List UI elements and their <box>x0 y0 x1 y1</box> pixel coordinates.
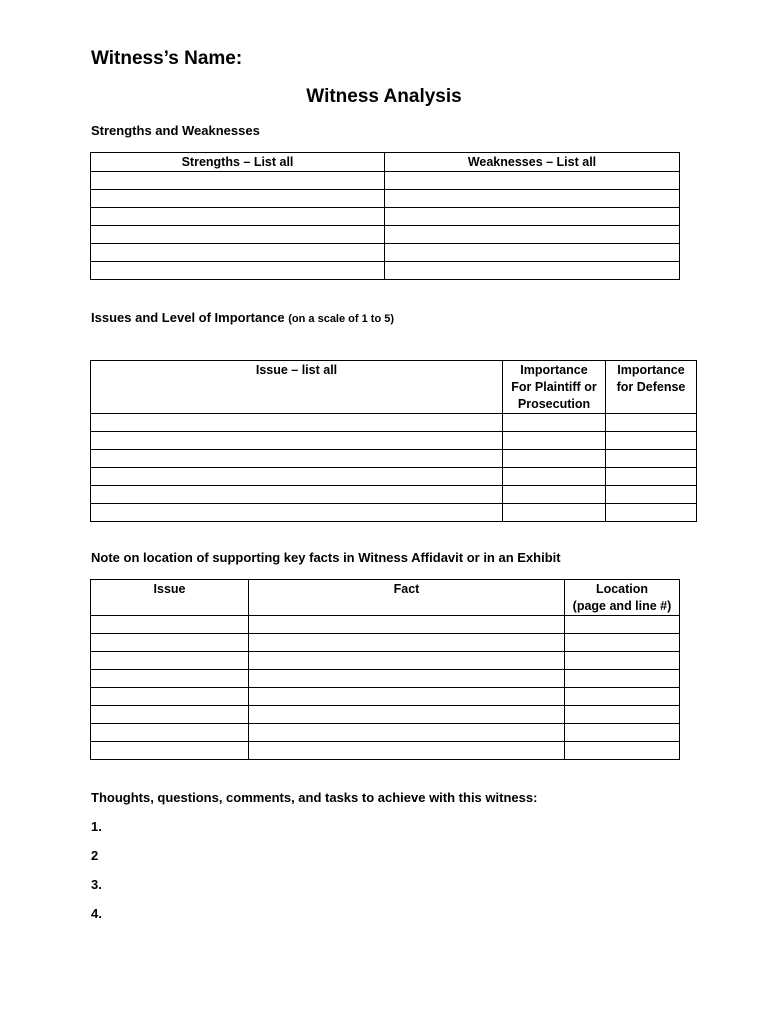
fact-cell[interactable] <box>249 634 565 652</box>
weakness-cell[interactable] <box>385 262 680 280</box>
plaintiff-importance-cell[interactable] <box>503 504 606 522</box>
header-line: For Plaintiff or <box>511 380 597 394</box>
plaintiff-importance-cell[interactable] <box>503 414 606 432</box>
table-row <box>91 262 680 280</box>
defense-importance-cell[interactable] <box>606 432 697 450</box>
header-line: Importance <box>520 363 588 377</box>
table-row <box>91 486 697 504</box>
strengths-weaknesses-table <box>90 152 680 280</box>
strength-cell[interactable] <box>91 262 385 280</box>
fact-issue-cell[interactable] <box>91 742 249 760</box>
fact-issue-cell[interactable] <box>91 706 249 724</box>
table-row <box>91 414 697 432</box>
table-row <box>91 190 680 208</box>
location-cell[interactable] <box>565 742 680 760</box>
table-row <box>91 742 680 760</box>
weaknesses-column-header: Weaknesses – List all <box>385 153 680 172</box>
plaintiff-importance-cell[interactable] <box>503 486 606 504</box>
fact-issue-cell[interactable] <box>91 724 249 742</box>
fact-cell[interactable] <box>249 706 565 724</box>
defense-importance-cell[interactable] <box>606 504 697 522</box>
thought-item-number: 3. <box>91 877 102 892</box>
location-cell[interactable] <box>565 652 680 670</box>
fact-cell[interactable] <box>249 670 565 688</box>
fact-issue-column-header: Issue <box>91 580 249 616</box>
table-row <box>91 450 697 468</box>
defense-importance-cell[interactable] <box>606 450 697 468</box>
issue-cell[interactable] <box>91 450 503 468</box>
strength-cell[interactable] <box>91 226 385 244</box>
weakness-cell[interactable] <box>385 190 680 208</box>
strength-cell[interactable] <box>91 244 385 262</box>
issue-cell[interactable] <box>91 486 503 504</box>
table-row <box>91 468 697 486</box>
strength-cell[interactable] <box>91 172 385 190</box>
fact-issue-cell[interactable] <box>91 652 249 670</box>
fact-cell[interactable] <box>249 742 565 760</box>
fact-cell[interactable] <box>249 724 565 742</box>
table-row <box>91 208 680 226</box>
table-row <box>91 172 680 190</box>
defense-importance-cell[interactable] <box>606 486 697 504</box>
header-line: Prosecution <box>517 397 591 411</box>
header-line: Importance <box>617 363 685 377</box>
strengths-weaknesses-heading: Strengths and Weaknesses <box>91 123 260 138</box>
location-column-header <box>565 580 680 616</box>
weakness-cell[interactable] <box>385 226 680 244</box>
fact-issue-cell[interactable] <box>91 670 249 688</box>
header-line: Location <box>595 582 649 596</box>
table-row <box>91 432 697 450</box>
location-cell[interactable] <box>565 688 680 706</box>
witness-name-label: Witness’s Name: <box>91 48 243 69</box>
issue-cell[interactable] <box>91 414 503 432</box>
plaintiff-importance-cell[interactable] <box>503 450 606 468</box>
defense-importance-cell[interactable] <box>606 468 697 486</box>
thought-item-number: 2 <box>91 848 99 863</box>
strength-cell[interactable] <box>91 208 385 226</box>
table-row <box>91 634 680 652</box>
table-row <box>91 226 680 244</box>
table-row <box>91 670 680 688</box>
header-line: (page and line #) <box>572 599 672 613</box>
fact-cell[interactable] <box>249 688 565 706</box>
issues-heading-text: Issues and Level of Importance <box>91 310 285 325</box>
issue-cell[interactable] <box>91 504 503 522</box>
strength-cell[interactable] <box>91 190 385 208</box>
key-facts-table <box>90 579 680 760</box>
issues-importance-table <box>90 360 697 522</box>
header-line: for Defense <box>616 380 686 394</box>
location-cell[interactable] <box>565 670 680 688</box>
plaintiff-importance-cell[interactable] <box>503 432 606 450</box>
table-row <box>91 724 680 742</box>
fact-cell[interactable] <box>249 652 565 670</box>
defense-importance-cell[interactable] <box>606 414 697 432</box>
plaintiff-importance-cell[interactable] <box>503 468 606 486</box>
location-cell[interactable] <box>565 634 680 652</box>
issue-cell[interactable] <box>91 468 503 486</box>
weakness-cell[interactable] <box>385 208 680 226</box>
fact-issue-cell[interactable] <box>91 616 249 634</box>
table-row <box>91 688 680 706</box>
table-row <box>91 652 680 670</box>
table-row <box>91 706 680 724</box>
defense-importance-header <box>606 361 697 414</box>
thoughts-heading: Thoughts, questions, comments, and tasks to achieve with this witness: <box>91 790 538 805</box>
issue-column-header: Issue – list all <box>91 361 503 414</box>
thought-item-number: 1. <box>91 819 102 834</box>
table-row <box>91 504 697 522</box>
fact-issue-cell[interactable] <box>91 688 249 706</box>
location-cell[interactable] <box>565 724 680 742</box>
fact-cell[interactable] <box>249 616 565 634</box>
weakness-cell[interactable] <box>385 244 680 262</box>
fact-issue-cell[interactable] <box>91 634 249 652</box>
table-row <box>91 616 680 634</box>
issues-importance-heading <box>91 310 394 325</box>
fact-column-header: Fact <box>249 580 565 616</box>
issues-heading-note: (on a scale of 1 to 5) <box>288 313 394 325</box>
weakness-cell[interactable] <box>385 172 680 190</box>
location-cell[interactable] <box>565 706 680 724</box>
document-title: Witness Analysis <box>306 86 462 107</box>
strengths-column-header: Strengths – List all <box>91 153 385 172</box>
plaintiff-importance-header <box>503 361 606 414</box>
key-facts-heading: Note on location of supporting key facts in Witness Affidavit or in an Exhibit <box>91 550 561 565</box>
issue-cell[interactable] <box>91 432 503 450</box>
location-cell[interactable] <box>565 616 680 634</box>
thought-item-number: 4. <box>91 906 102 921</box>
table-row <box>91 244 680 262</box>
